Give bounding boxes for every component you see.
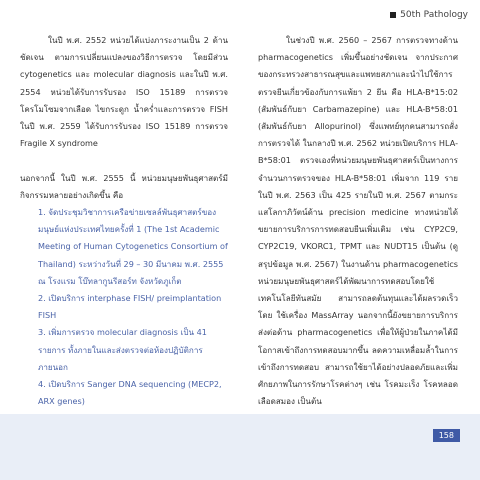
list-item: 2. เปิดบริการ interphase FISH/ preimplantation FISH	[38, 293, 222, 321]
left-column	[20, 32, 228, 445]
page-number: 158	[433, 429, 460, 442]
left-paragraph-2: นอกจากนี้ ในปี พ.ศ. 2555 นี้ หน่วยมนุษยพันธุศาสตร์มีกิจกรรมหลายอย่างเกิดขึ้น คือ	[20, 172, 228, 200]
left-paragraph-1: ในปี พ.ศ. 2552 หน่วยได้แบ่งภาระงานเป็น 2 ด้านชัดเจน ตามการเปลี่ยนแปลงของวิธีการตรวจ โดยมีส่วน cytogenetics และ molecular diagnosis และในปี พ.ศ. 2554 หน่วยได้รับการรับรอง ISO 15189 การตรวจโครโมโซมจากเลือด ไขกระดูก น้ำคร่ำและการตรวจ FISH ในปี พ.ศ. 2559 ได้รับการรับรอง ISO 15189 การตรวจ Fragile X syndrome	[20, 35, 228, 149]
running-header	[390, 10, 468, 20]
header-title: 50th Pathology	[400, 10, 468, 20]
list-item: 4. เปิดบริการ Sanger DNA sequencing (MECP2, ARX genes)	[38, 379, 222, 407]
footer-band	[0, 414, 480, 480]
list-item: 3. เพิ่มการตรวจ molecular diagnosis เป็น 41 รายการ ทั้งภายในและส่งตรวจต่อห้องปฏิบัติการภายนอก	[38, 327, 207, 372]
square-bullet-icon	[390, 12, 396, 18]
list-item: 1. จัดประชุมวิชาการเครือข่ายเซลล์พันธุศาสตร์ของมนุษย์แห่งประเทศไทยครั้งที่ 1 (The 1st Academic Meeting of Human Cytogenetics Consortium of Thailand) ระหว่างวันที่ 29 – 30 มีนาคม พ.ศ. 2555 ณ โรงแรม โบ๊ทลากูนรีสอร์ท จังหวัดภูเก็ต	[38, 207, 228, 286]
right-column	[258, 32, 458, 410]
activity-list	[20, 204, 228, 445]
right-paragraph-1: ในช่วงปี พ.ศ. 2560 – 2567 การตรวจทางด้าน pharmacogenetics เพิ่มขึ้นอย่างชัดเจน จากประกาศของกระทรวงสาธารณสุขและแพทยสภาและนำไปใช้การตรวจยีนเกี่ยวข้องกับการแพ้ยา 2 ยีน คือ HLA-B*15:02 (สัมพันธ์กับยา Carbamazepine) และ HLA-B*58:01 (สัมพันธ์กับยา Allopurinol) ซึ่งแพทย์ทุกคนสามารถสั่งการตรวจได้ ในกลางปี พ.ศ. 2562 หน่วยเปิดบริการ HLA-B*58:01 ตรวจเองที่หน่วยมนุษยพันธุศาสตร์เป็นทางการ จำนวนการตรวจของ HLA-B*58:01 เพิ่มจาก 119 รายในปี พ.ศ. 2563 เป็น 425 รายในปี พ.ศ. 2567 ตามกระแสโลกาภิวัตน์ด้าน precision medicine ทางหน่วยได้ขยายการบริการการทดสอบยีนเพิ่มเติม เช่น CYP2C9, CYP2C19, VKORC1, TPMT และ NUDT15 เป็นต้น (ดูสรุปข้อมูล พ.ศ. 2567) ในงานด้าน pharmacogenetics หน่วยมนุษยพันธุศาสตร์ได้พัฒนาการทดสอบโดยใช้เทคโนโลยีทันสมัย สามารถลดต้นทุนและได้ผลรวดเร็วโดย ใช้เครื่อง MassArray นอกจากนี้ยังขยายการบริการส่งต่อด้าน pharmacogenetics เพื่อให้ผู้ป่วยในภาคได้มีโอกาสเข้าถึงการทดสอบมากขึ้น ลดความเหลื่อมล้ำในการเข้าถึงการทดสอบ สามารถใช้ยาได้อย่างปลอดภัยและเพิ่มศักยภาพในการรักษาโรคต่างๆ เช่น โรคมะเร็ง โรคหลอดเลือดสมอง เป็นต้น	[258, 35, 458, 407]
